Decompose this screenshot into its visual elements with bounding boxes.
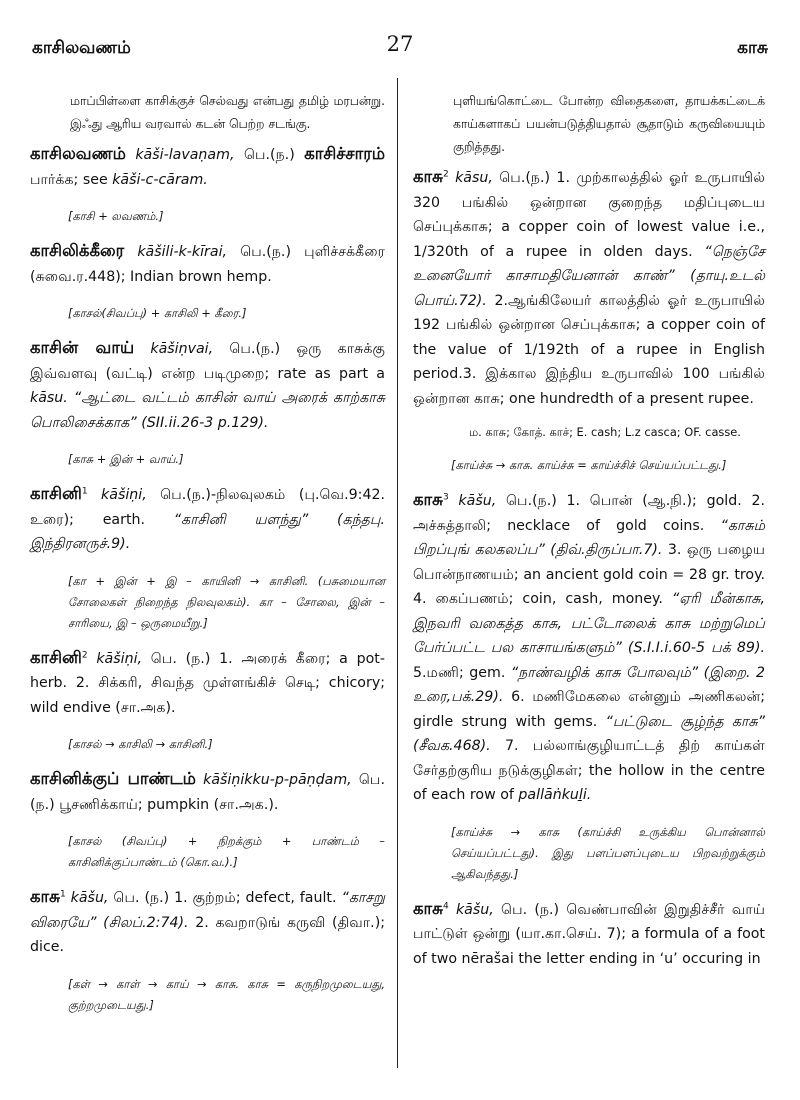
headword: காசு bbox=[413, 167, 443, 186]
quotation: “காசினி யளந்து” (கந்தபு. இந்திரனருச்.9). bbox=[30, 511, 385, 552]
right-column bbox=[413, 90, 765, 971]
definition: 3. ஒரு பழைய பொன்நாணயம்; an ancient gold coin = 28 gr. troy. 4. கைப்பணம்; coin, cash, money. bbox=[413, 542, 765, 607]
header-guide-word-right: காசு bbox=[737, 38, 768, 58]
quotation: “பட்டுடை சூழ்ந்த காசு” (சீவக.468). bbox=[413, 713, 766, 754]
etymology: [கள் → காள் → காய் → காசு. காசு = கருநிறமுடையது, குற்றமுடையது.] bbox=[68, 976, 385, 1012]
headword: காசினிக்குப் பாண்டம் bbox=[30, 769, 196, 788]
quotation: “காசறு விரையே” (சிலப்.2:74). bbox=[30, 890, 386, 931]
transliteration: kāsu, bbox=[455, 170, 493, 186]
definition: வெண்பாவின் இறுதிச்சீர் வாய் பாட்டுள் ஒன்று (யா.கா.செய். 7); a formula of a foot of two nērašai the letter ending in ‘u’ occuring in bbox=[413, 901, 765, 967]
headword: காசினி bbox=[30, 484, 82, 503]
column-divider bbox=[397, 78, 398, 1068]
dictionary-entry bbox=[30, 142, 385, 192]
quotation: “ஆட்டை வட்டம் காசின் வாய் அரைக் காற்காசு பொலிசைக்காக” (SII.ii.26-3 p.129). bbox=[30, 390, 385, 431]
homonym-number: 4 bbox=[442, 900, 449, 911]
transliteration-inline: pallāṅkuḻi. bbox=[518, 787, 592, 803]
headword: காசு bbox=[30, 887, 60, 906]
dictionary-entry bbox=[30, 336, 385, 435]
homonym-number: 1 bbox=[59, 889, 66, 900]
dictionary-entry bbox=[30, 482, 385, 557]
dictionary-entry bbox=[30, 646, 385, 721]
etymology: [காசு + இன் + வாய்.] bbox=[68, 452, 184, 466]
definition: 5.மணி; gem. bbox=[413, 664, 506, 681]
transliteration: kāšiṇi, bbox=[96, 650, 143, 667]
grammar: பெ.(ந.) bbox=[243, 147, 295, 163]
dictionary-entry bbox=[30, 767, 385, 817]
headword: காசு bbox=[413, 490, 443, 509]
transliteration: kāšu, bbox=[70, 890, 109, 906]
transliteration: kāšu, bbox=[455, 901, 494, 918]
continued-text: மாப்பிள்ளை காசிக்குச் செல்வது என்பது தமிழ் மரபன்று. இஃது ஆரிய வரவால் கடன் பெற்ற சடங்கு. bbox=[70, 94, 385, 131]
etymology: [காசி + லவணம்.] bbox=[68, 209, 164, 223]
cognates: ம. காசு; கோத். காச்; E. cash; L.z casca; OF. casse. bbox=[469, 425, 741, 439]
grammar: பெ. (ந.) bbox=[113, 890, 170, 906]
dictionary-entry bbox=[413, 897, 765, 972]
definition: 2. கவறாடுங் கருவி (திவா.); dice. bbox=[30, 914, 386, 955]
definition: 1. பொன் (ஆ.நி.); gold. 2. அச்சுத்தாலி; necklace of gold coins. bbox=[413, 493, 765, 534]
transliteration-inline: kāsu. bbox=[30, 390, 68, 406]
definition: பார்க்க; see bbox=[30, 171, 108, 188]
definition: புளிச்சக்கீரை (சுவை.ர.448); Indian brown hemp. bbox=[30, 244, 385, 285]
homonym-number: 2 bbox=[442, 169, 449, 180]
definition: 2.ஆங்கிலேயர் காலத்தில் ஓர் உருபாயில் 192 பங்கில் ஒன்றான செப்புக்காசு; a copper coin of the value of 1/192th of a rupee in English period.3. இக்கால இந்திய உருபாவில் 100 பங்கில் ஒன்றான காசு; one hundredth of a present rupee. bbox=[413, 292, 765, 407]
quotation: “காசும் பிறப்புங் கலகலப்ப” (திவ்.திருப்பா.7). bbox=[413, 517, 765, 558]
grammar: பெ.(ந.) bbox=[229, 341, 281, 357]
grammar: பெ.(ந.) bbox=[240, 244, 291, 260]
dictionary-entry bbox=[413, 165, 765, 411]
definition: 7. பல்லாங்குழியாட்டத் திற் காய்கள் சேர்தற்குரிய நடுக்குழிகள்; the hollow in the centre of each row of bbox=[413, 738, 765, 803]
transliteration: kāšu, bbox=[458, 493, 497, 509]
definition: 1. குற்றம்; defect, fault. bbox=[174, 890, 337, 906]
grammar: பெ.(ந.) bbox=[30, 772, 385, 813]
headword: காசின் வாய் bbox=[30, 338, 135, 357]
headword: காசிலிக்கீரை bbox=[30, 241, 125, 260]
grammar: பெ.(ந.)- bbox=[160, 487, 217, 503]
etymology: [காய்ச்சு → காசு (காய்ச்சி உருக்கிய பொன்னால் செய்யப்பட்டது). இது பளப்பளப்புடைய பிறவற்றுக்கும் ஆகிவந்தது.] bbox=[451, 824, 765, 881]
quotation: “ஏரி மீன்காசு, இநவரி வகைத்த காசு, பட்டோலைக் காசு மற்றுமெப் பேர்ப்பட்ட பல காசாயங்களும்” (S.I.I.i.60-5 பக் 89). bbox=[413, 591, 765, 656]
see-also-headword: காசிச்சாரம் bbox=[304, 144, 386, 163]
grammar: பெ.(ந.) bbox=[505, 493, 557, 509]
headword: காசிலவணம் bbox=[30, 144, 126, 163]
transliteration: kāšiṇvai, bbox=[150, 341, 214, 357]
dictionary-entry bbox=[413, 488, 765, 808]
transliteration: kāšiṇikku-p-pāṇḍam, bbox=[203, 772, 352, 788]
etymology: [காசல் (சிவப்பு) + நிறக்கும் + பாண்டம் – காசினிக்குப்பாண்டம் (கொ.வ.).] bbox=[68, 834, 385, 869]
left-column bbox=[30, 90, 385, 1028]
quotation: “நெஞ்சே உனையோர் காசாமதியேனான் காண்” (தாயு.உடல் பொய்.72). bbox=[413, 243, 766, 309]
headword: காசினி bbox=[30, 647, 82, 667]
transliteration: kāši-lavaṇam, bbox=[135, 147, 235, 163]
definition: நிலவுலகம் (பு.வெ.9:42. உரை); earth. bbox=[30, 487, 386, 528]
see-also-transliteration: kāši-c-cāram. bbox=[112, 171, 208, 188]
etymology: [காய்ச்சு → காசு. காய்ச்சு = காய்ச்சிச் செய்யப்பட்டது.] bbox=[451, 458, 727, 472]
homonym-number: 2 bbox=[81, 649, 88, 660]
etymology: [காசல் → காசிலி → காசினி.] bbox=[68, 737, 213, 751]
definition: 6. மணிமேகலை என்னும் அணிகலன்; girdle strung with gems. bbox=[413, 689, 766, 730]
definition: ஒரு காசுக்கு இவ்வளவு (வட்டி) என்ற படிமுறை; rate as part a bbox=[30, 341, 386, 382]
transliteration: kāšili-k-kīrai, bbox=[137, 244, 228, 260]
etymology: [காசல்(சிவப்பு) + காசிலி + கீரை.] bbox=[68, 306, 247, 320]
homonym-number: 3 bbox=[442, 492, 449, 503]
homonym-number: 1 bbox=[81, 486, 88, 497]
definition: பூசணிக்காய்; pumpkin (சா.அக.). bbox=[59, 796, 279, 813]
dictionary-entry bbox=[30, 239, 385, 289]
page-number: 27 bbox=[386, 32, 414, 56]
dictionary-entry bbox=[30, 885, 385, 960]
grammar: பெ. (ந.) bbox=[501, 901, 560, 918]
page-header bbox=[32, 32, 768, 64]
definition: 1. அரைக் கீரை; a pot-herb. 2. சிக்கரி, சிவந்த முள்ளங்கிச் செடி; chicory; wild endive (சா.அக). bbox=[30, 650, 385, 716]
headword: காசு bbox=[413, 898, 443, 918]
grammar: பெ.(ந.) bbox=[499, 170, 551, 186]
grammar: பெ. (ந.) bbox=[150, 650, 211, 667]
quotation: “நாண்வழிக் காசு போலவும்” (இறை. 2 உரை,பக்.29). bbox=[413, 664, 765, 705]
header-guide-word-left: காசிலவணம் bbox=[32, 38, 131, 58]
etymology: [கா + இன் + இ – காயினி → காசினி. (பசுமையான சோலைகள் நிறைந்த நிலவுலகம்). கா – சோலை, இன் – சாரியை, இ – ஒருமையீறு.] bbox=[68, 573, 385, 630]
transliteration: kāšiṇi, bbox=[101, 487, 147, 503]
continued-text: புளியங்கொட்டை போன்ற விதைகளை, தாயக்கட்டைக் காய்களாகப் பயன்படுத்தியதால் சூதாடும் கருவியையும் குறித்தது. bbox=[453, 94, 765, 154]
definition: 1. முற்காலத்தில் ஓர் உருபாயில் 320 பங்கில் ஒன்றான குறைந்த மதிப்புடைய செப்புக்காசு; a copper coin of lowest value i.e., 1/320th of a rupee in olden days. bbox=[413, 170, 766, 260]
